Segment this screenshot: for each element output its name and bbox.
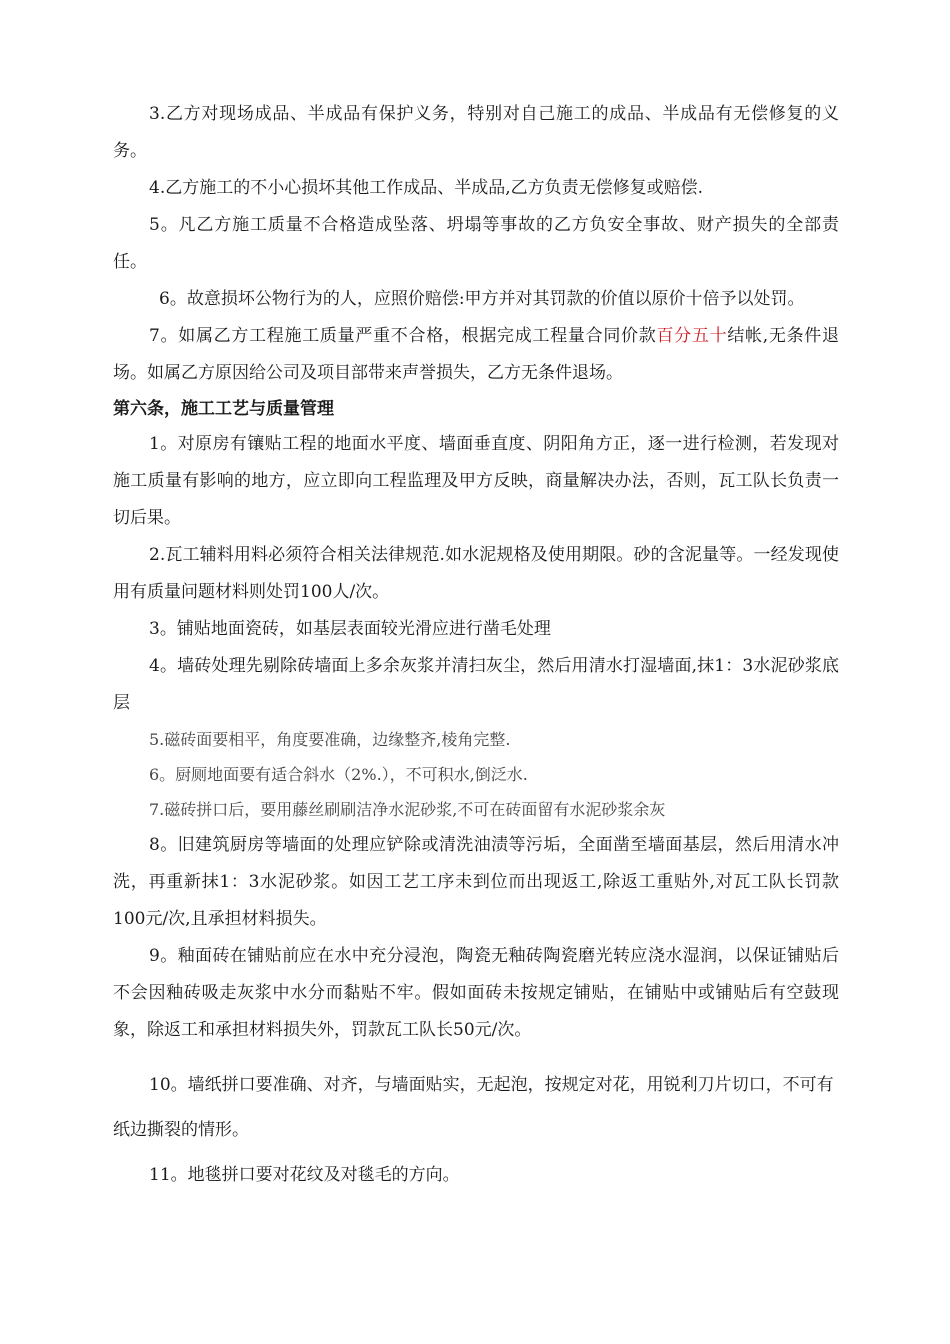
- s6-clause-11: 11。地毯拼口要对花纹及对毯毛的方向。: [149, 1165, 460, 1185]
- s6-clause-8: 8。旧建筑厨房等墙面的处理应铲除或清洗油渍等污垢，全面凿至墙面基层，然后用清水冲洗，再重新抹1：3水泥砂浆。如因工艺工序未到位而出现返工,除返工重贴外,对瓦工队长罚款100元/次,且承担材料损失。: [113, 835, 839, 929]
- clause-7: [113, 318, 839, 392]
- s6-clause-1: 1。对原房有镶贴工程的地面水平度、墙面垂直度、阴阳角方正，逐一进行检测，若发现对施工质量有影响的地方，应立即向工程监理及甲方反映，商量解决办法，否则，瓦工队长负责一切后果。: [113, 434, 839, 528]
- clause-6: 6。故意损坏公物行为的人，应照价赔偿:甲方并对其罚款的价值以原价十倍予以处罚。: [159, 289, 805, 309]
- s6-clause-5: 5.磁砖面要相平，角度要准确，边缘整齐,棱角完整.: [149, 730, 511, 749]
- s6-clause-3: 3。铺贴地面瓷砖，如基层表面较光滑应进行凿毛处理: [149, 619, 551, 639]
- s6-clause-4: 4。墙砖处理先剔除砖墙面上多余灰浆并清扫灰尘，然后用清水打湿墙面,抹1：3水泥砂浆底层: [113, 656, 839, 713]
- s6-clause-6: 6。厨厕地面要有适合斜水（2%.），不可积水,倒泛水.: [149, 765, 528, 784]
- s6-clause-2: 2.瓦工辅料用料必须符合相关法律规范.如水泥规格及使用期限。砂的含泥量等。一经发现使用有质量问题材料则处罚100人/次。: [113, 545, 839, 602]
- spacer: [113, 1049, 839, 1063]
- clause-7-text-b: 结帐,无条件退场。如属乙方原因给公司及项目部带来声誉损失，乙方无条件退场。: [113, 326, 840, 383]
- s6-clause-10: 10。墙纸拼口要准确、对齐，与墙面贴实，无起泡，按规定对花，用锐利刀片切口，不可有纸边撕裂的情形。: [113, 1075, 834, 1140]
- document-body: [113, 96, 839, 1198]
- clause-4: 4.乙方施工的不小心损坏其他工作成品、半成品,乙方负责无偿修复或赔偿.: [149, 178, 704, 198]
- s6-clause-9: 9。釉面砖在铺贴前应在水中充分浸泡，陶瓷无釉砖陶瓷磨光转应浇水湿润，以保证铺贴后不会因釉砖吸走灰浆中水分而黏贴不牢。假如面砖未按规定铺贴，在铺贴中或铺贴后有空鼓现象，除返工和承担材料损失外，罚款瓦工队长50元/次。: [113, 946, 839, 1040]
- clause-3: 3.乙方对现场成品、半成品有保护义务，特别对自己施工的成品、半成品有无偿修复的义务。: [113, 104, 839, 161]
- clause-7-highlight: 百分五十: [656, 326, 728, 346]
- section-6-title: 第六条，施工工艺与质量管理: [113, 399, 334, 419]
- clause-5: 5。凡乙方施工质量不合格造成坠落、坍塌等事故的乙方负安全事故、财产损失的全部责任。: [113, 215, 839, 272]
- s6-clause-7: 7.磁砖拼口后，要用藤丝刷刷洁净水泥砂浆,不可在砖面留有水泥砂浆余灰: [149, 800, 666, 819]
- clause-7-text-a: 7。如属乙方工程施工质量严重不合格，根据完成工程量合同价款: [149, 326, 657, 346]
